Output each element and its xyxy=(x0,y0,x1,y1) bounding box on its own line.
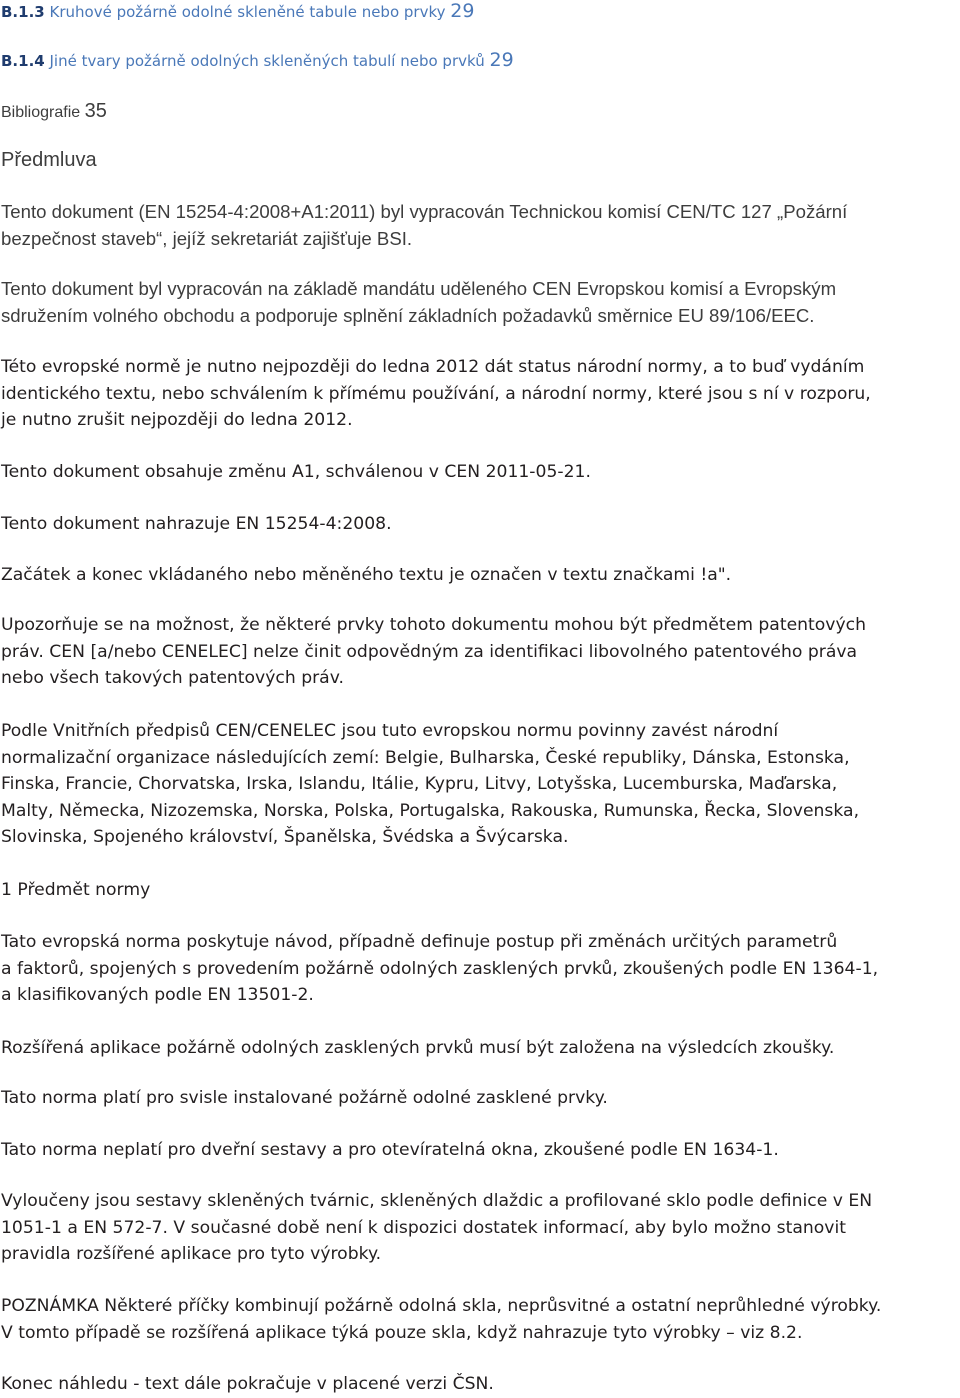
text-line: V tomto případě se rozšířená aplikace týká pouze skla, když nahrazuje tyto výrobky – viz 8.2. xyxy=(1,1322,803,1343)
foreword-paragraph-8 xyxy=(1,718,959,851)
scope-paragraph-4: Tato norma neplatí pro dveřní sestavy a pro otevíratelná okna, zkoušené podle EN 1634-1. xyxy=(1,1140,779,1160)
foreword-paragraph-2 xyxy=(1,276,959,329)
text-line: pravidla rozšířené aplikace pro tyto výrobky. xyxy=(1,1244,382,1265)
text-line: práv. CEN [a/nebo CENELEC] nelze činit odpovědným za identifikaci libovolného patentového práva xyxy=(1,641,858,662)
foreword-paragraph-4: Tento dokument obsahuje změnu A1, schválenou v CEN 2011-05-21. xyxy=(1,462,591,482)
toc-entry-b-1-3[interactable] xyxy=(1,1,474,22)
toc-entry-title: Jiné tvary požárně odolných skleněných tabulí nebo prvků xyxy=(49,52,485,70)
scope-note xyxy=(1,1293,959,1346)
toc-entry-page: 29 xyxy=(450,0,475,22)
text-line: Tento dokument byl vypracován na základě mandátu uděleného CEN Evropskou komisí a Evropským xyxy=(1,278,837,299)
scope-paragraph-2: Rozšířená aplikace požárně odolných zasklených prvků musí být založena na výsledcích zkoušky. xyxy=(1,1038,835,1058)
foreword-paragraph-3 xyxy=(1,354,959,434)
scope-paragraph-1 xyxy=(1,929,959,1009)
preview-end-notice: Konec náhledu - text dále pokračuje v placené verzi ČSN. xyxy=(1,1374,494,1394)
foreword-paragraph-6: Začátek a konec vkládaného nebo měněného textu je označen v textu značkami !a". xyxy=(1,565,732,585)
text-line: je nutno zrušit nejpozději do ledna 2012. xyxy=(1,410,353,431)
toc-entry-title: Kruhové požárně odolné skleněné tabule nebo prvky xyxy=(49,3,446,21)
text-line: a faktorů, spojených s provedením požárně odolných zasklených prvků, zkoušených podle EN 1364-1, xyxy=(1,958,879,979)
text-line: 1051-1 a EN 572-7. V současné době není k dispozici dostatek informací, aby bylo možno stanovit xyxy=(1,1217,846,1238)
toc-entry-b-1-4[interactable] xyxy=(1,50,514,71)
toc-entry-bibliography[interactable] xyxy=(1,100,107,124)
foreword-heading: Předmluva xyxy=(1,149,97,171)
toc-entry-title: Bibliografie xyxy=(1,104,81,121)
scope-paragraph-3: Tato norma platí pro svisle instalované požárně odolné zasklené prvky. xyxy=(1,1088,608,1108)
text-line: Slovinska, Spojeného království, Španělska, Švédska a Švýcarska. xyxy=(1,827,569,848)
foreword-paragraph-1 xyxy=(1,199,959,252)
text-line: Tento dokument (EN 15254-4:2008+A1:2011) byl vypracován Technickou komisí CEN/TC 127 „Požární xyxy=(1,201,848,222)
text-line: bezpečnost staveb“, jejíž sekretariát zajišťuje BSI. xyxy=(1,227,413,249)
foreword-paragraph-5: Tento dokument nahrazuje EN 15254-4:2008. xyxy=(1,514,392,534)
text-line: identického textu, nebo schválením k přímému používání, a národní normy, které jsou s ní v rozporu, xyxy=(1,383,871,404)
text-line: Upozorňuje se na možnost, že některé prvky tohoto dokumentu mohou být předmětem patentových xyxy=(1,615,866,635)
text-line: POZNÁMKA Některé příčky kombinují požárně odolná skla, neprůsvitné a ostatní neprůhledné výrobky. xyxy=(1,1296,882,1316)
text-line: Vyloučeny jsou sestavy skleněných tvárnic, skleněných dlaždic a profilované sklo podle definice v EN xyxy=(1,1191,873,1211)
text-line: Malty, Německa, Nizozemska, Norska, Polska, Portugalska, Rakouska, Rumunska, Řecka, Slovenska, xyxy=(1,800,860,821)
text-line: Tato evropská norma poskytuje návod, případně definuje postup při změnách určitých parametrů xyxy=(1,932,838,952)
text-line: Finska, Francie, Chorvatska, Irska, Islandu, Itálie, Kypru, Litvy, Lotyšska, Lucemburska, Maďarska, xyxy=(1,774,838,795)
text-line: nebo všech takových patentových práv. xyxy=(1,668,345,689)
toc-entry-page: 29 xyxy=(489,49,514,71)
toc-entry-number: B.1.3 xyxy=(1,3,45,21)
text-line: sdružením volného obchodu a podporuje splnění základních požadavků směrnice EU 89/106/EEC. xyxy=(1,304,815,326)
foreword-paragraph-7 xyxy=(1,612,959,692)
text-line: normalizační organizace následujících zemí: Belgie, Bulharska, České republiky, Dánska, Estonska, xyxy=(1,747,850,768)
toc-entry-number: B.1.4 xyxy=(1,52,45,70)
text-line: Podle Vnitřních předpisů CEN/CENELEC jsou tuto evropskou normu povinny zavést národní xyxy=(1,721,779,741)
text-line: a klasifikovaných podle EN 13501-2. xyxy=(1,985,314,1006)
scope-paragraph-5 xyxy=(1,1188,959,1268)
text-line: Této evropské normě je nutno nejpozději do ledna 2012 dát status národní normy, a to buď vydáním xyxy=(1,357,865,377)
toc-entry-page: 35 xyxy=(84,100,107,122)
scope-heading: 1 Předmět normy xyxy=(1,880,151,900)
